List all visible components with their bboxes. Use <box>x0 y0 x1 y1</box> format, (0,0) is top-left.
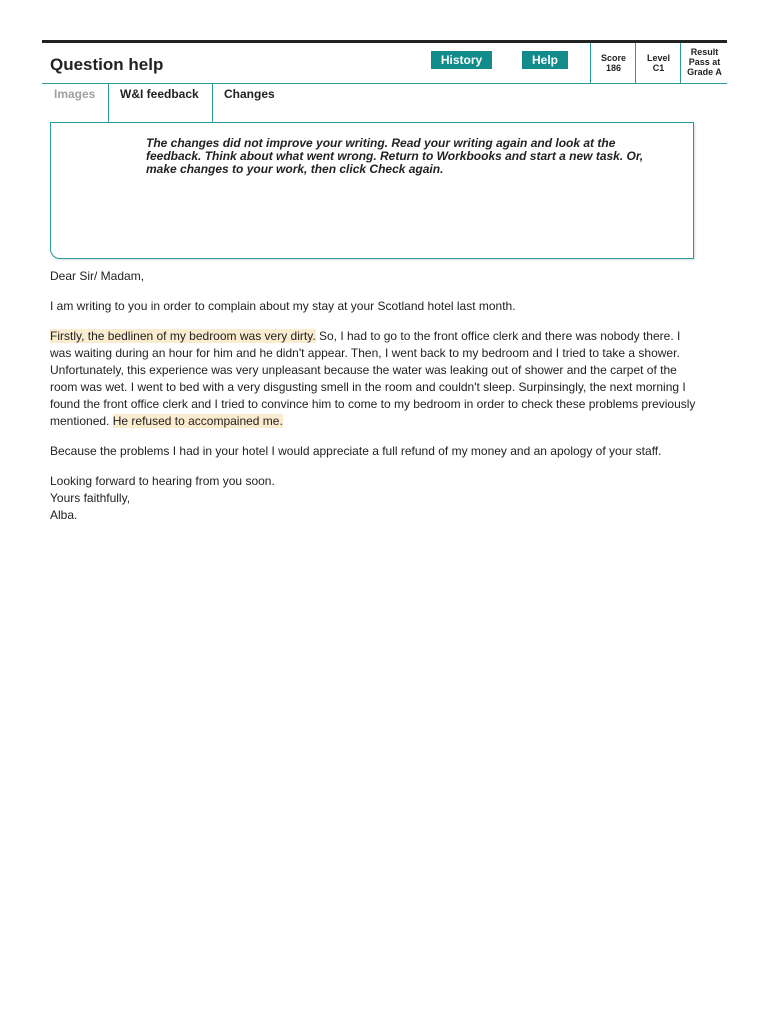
tab-wi-feedback[interactable] <box>108 83 213 123</box>
history-button[interactable]: History <box>431 51 492 69</box>
tab-wi-feedback-label: W&I feedback <box>120 87 199 101</box>
letter-paragraph-3: Because the problems I had in your hotel I would appreciate a full refund of my money and an apology of your staff. <box>50 444 662 458</box>
header-container <box>42 40 727 84</box>
letter-paragraph-1: I am writing to you in order to complain about my stay at your Scotland hotel last month. <box>50 299 516 313</box>
letter-closing-1: Looking forward to hearing from you soon. <box>50 474 275 488</box>
tab-changes[interactable] <box>212 83 292 123</box>
letter-paragraph-2 <box>50 328 700 430</box>
result-box <box>680 43 728 83</box>
help-button[interactable]: Help <box>522 51 568 69</box>
letter-paragraph-2-text: So, I had to go to the front office clerk and there was nobody there. I was waiting during an hour for him and he didn't appear. Then, I went back to my bedroom and I tried to take a shower. Unfortunately, this experience was very unpleasant because the water was leaking out of shower and the carpet of the room was wet. I went to bed with a very disgusting smell in the room and couldn't sleep. Surpinsingly, the next morning I found the front office clerk and I tried to convince him to come to my bedroom in order to check these problems previously mentioned. <box>50 329 696 428</box>
tab-images-label: Images <box>54 87 96 101</box>
result-line2: Pass at <box>688 57 721 67</box>
tab-images[interactable] <box>42 83 108 123</box>
feedback-panel <box>50 122 694 259</box>
score-value: 186 <box>605 63 622 73</box>
level-value: C1 <box>652 63 665 73</box>
result-line3: Grade A <box>687 67 722 77</box>
level-box <box>635 43 681 83</box>
letter-body <box>50 268 700 524</box>
tab-changes-label: Changes <box>224 87 275 101</box>
tab-bar <box>42 83 727 123</box>
letter-signature: Alba. <box>50 508 78 522</box>
highlighted-sentence-1[interactable]: Firstly, the bedlinen of my bedroom was very dirty. <box>50 329 316 343</box>
letter-closing-2: Yours faithfully, <box>50 491 131 505</box>
highlighted-sentence-2[interactable]: He refused to accompained me. <box>112 414 283 428</box>
level-label: Level <box>646 53 670 63</box>
feedback-message: The changes did not improve your writing. Read your writing again and look at the feedback. Think about what went wrong. Return to Workbooks and start a new task. Or, make changes to your work, then click Check again. <box>146 136 644 176</box>
score-box <box>590 43 636 83</box>
header-bar <box>42 40 727 84</box>
letter-greeting: Dear Sir/ Madam, <box>50 269 145 283</box>
result-label: Result <box>690 47 719 57</box>
score-label: Score <box>600 53 626 63</box>
page-title: Question help <box>50 55 164 74</box>
